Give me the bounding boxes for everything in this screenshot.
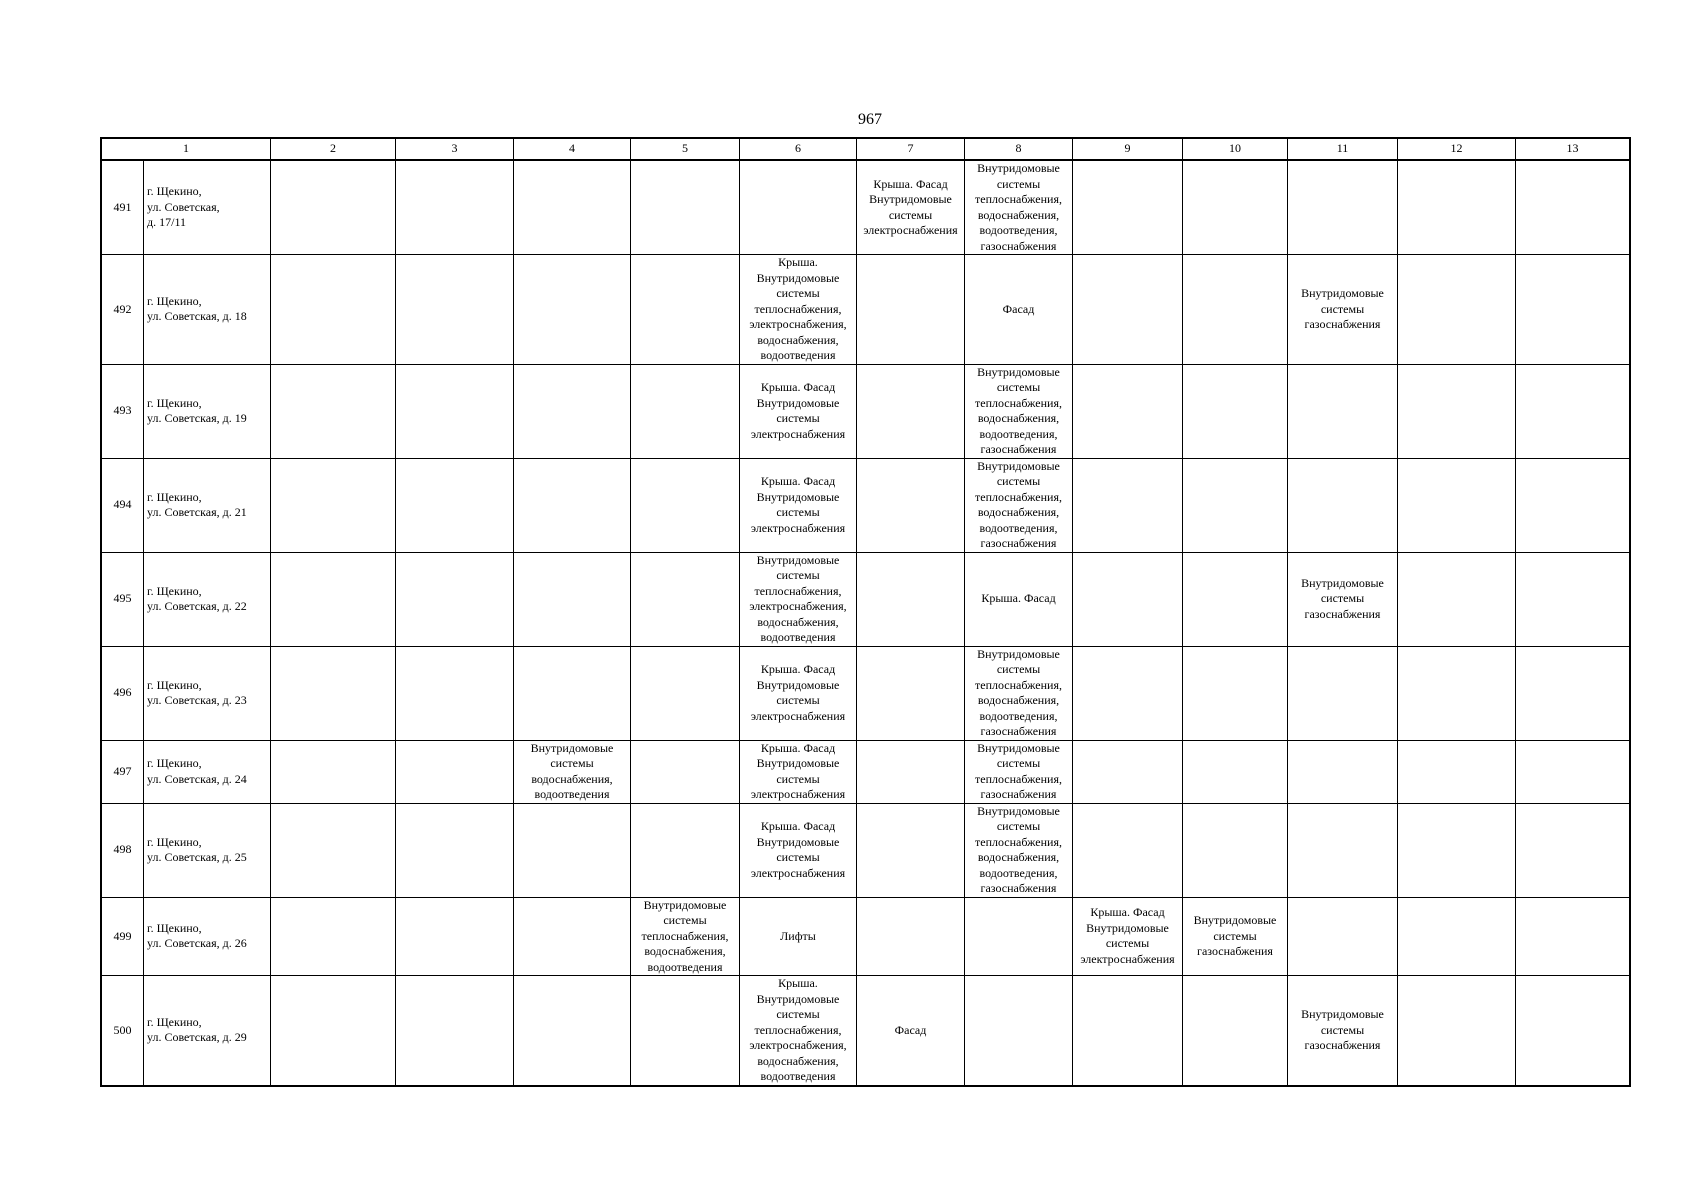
work-text: Внутридомовые системы теплоснабжения, газоснабжения [975, 740, 1062, 801]
work-cell-3 [396, 803, 514, 897]
work-cell-2 [271, 364, 396, 458]
work-cell-9 [1073, 552, 1183, 646]
address-text: г. Щекино, ул. Советская, д. 17/11 [147, 184, 220, 230]
work-text: Крыша. Фасад Внутридомовые системы электроснабжения [750, 740, 846, 801]
column-header-5: 5 [631, 139, 740, 161]
work-cell-13 [1516, 458, 1630, 552]
work-cell-4 [514, 552, 631, 646]
work-cell-9 [1073, 160, 1183, 255]
work-cell-13 [1516, 160, 1630, 255]
work-cell-12 [1398, 255, 1516, 365]
work-cell-5 [631, 803, 740, 897]
work-cell-11 [1288, 458, 1398, 552]
address-cell [144, 897, 271, 976]
work-cell-2 [271, 803, 396, 897]
work-cell-10 [1183, 458, 1288, 552]
work-cell-6 [740, 255, 857, 365]
work-cell-13 [1516, 646, 1630, 740]
table-row [102, 646, 1630, 740]
work-cell-2 [271, 160, 396, 255]
work-cell-10 [1183, 976, 1288, 1086]
work-cell-13 [1516, 803, 1630, 897]
work-text: Крыша. Фасад Внутридомовые системы электроснабжения [863, 176, 958, 237]
work-cell-13 [1516, 897, 1630, 976]
work-cell-2 [271, 255, 396, 365]
row-number: 498 [102, 803, 144, 897]
work-cell-2 [271, 458, 396, 552]
work-cell-6 [740, 364, 857, 458]
work-cell-7 [857, 740, 965, 803]
work-cell-4 [514, 740, 631, 803]
work-text: Крыша. Фасад Внутридомовые системы электроснабжения [750, 380, 846, 441]
work-cell-6 [740, 646, 857, 740]
work-text: Внутридомовые системы водоснабжения, водоотведения [530, 740, 614, 801]
work-cell-11 [1288, 552, 1398, 646]
address-cell [144, 364, 271, 458]
work-cell-10 [1183, 740, 1288, 803]
register-table [101, 138, 1630, 1086]
column-header-12: 12 [1398, 139, 1516, 161]
row-number: 496 [102, 646, 144, 740]
work-cell-4 [514, 897, 631, 976]
work-cell-8 [965, 646, 1073, 740]
work-cell-7 [857, 160, 965, 255]
work-cell-10 [1183, 364, 1288, 458]
work-cell-8 [965, 976, 1073, 1086]
work-cell-8 [965, 803, 1073, 897]
work-cell-9 [1073, 255, 1183, 365]
work-cell-8 [965, 740, 1073, 803]
work-text: Внутридомовые системы теплоснабжения, электроснабжения, водоснабжения, водоотведения [749, 552, 847, 644]
work-cell-5 [631, 897, 740, 976]
row-number: 494 [102, 458, 144, 552]
work-cell-6 [740, 740, 857, 803]
work-cell-8 [965, 160, 1073, 255]
work-text: Внутридомовые системы газоснабжения [1301, 286, 1384, 331]
work-cell-7 [857, 803, 965, 897]
column-header-10: 10 [1183, 139, 1288, 161]
column-header-4: 4 [514, 139, 631, 161]
work-cell-2 [271, 897, 396, 976]
work-cell-5 [631, 552, 740, 646]
work-cell-13 [1516, 976, 1630, 1086]
work-cell-9 [1073, 976, 1183, 1086]
work-cell-5 [631, 160, 740, 255]
address-cell [144, 255, 271, 365]
work-cell-7 [857, 364, 965, 458]
work-cell-12 [1398, 976, 1516, 1086]
address-cell [144, 552, 271, 646]
work-cell-10 [1183, 803, 1288, 897]
work-cell-13 [1516, 740, 1630, 803]
work-cell-6 [740, 803, 857, 897]
row-number: 492 [102, 255, 144, 365]
work-cell-3 [396, 646, 514, 740]
address-cell [144, 976, 271, 1086]
row-number: 497 [102, 740, 144, 803]
work-cell-9 [1073, 740, 1183, 803]
work-cell-2 [271, 552, 396, 646]
work-cell-3 [396, 364, 514, 458]
work-cell-8 [965, 458, 1073, 552]
work-text: Крыша. Фасад Внутридомовые системы электроснабжения [750, 474, 846, 535]
work-cell-9 [1073, 803, 1183, 897]
work-text: Внутридомовые системы теплоснабжения, водоснабжения, водоотведения, газоснабжения [975, 364, 1062, 456]
address-text: г. Щекино, ул. Советская, д. 22 [147, 583, 247, 613]
work-cell-12 [1398, 740, 1516, 803]
work-cell-12 [1398, 160, 1516, 255]
work-cell-12 [1398, 364, 1516, 458]
work-cell-5 [631, 364, 740, 458]
table-row [102, 552, 1630, 646]
work-cell-11 [1288, 740, 1398, 803]
work-cell-11 [1288, 897, 1398, 976]
work-cell-12 [1398, 458, 1516, 552]
work-cell-10 [1183, 160, 1288, 255]
work-text: Крыша. Фасад Внутридомовые системы электроснабжения [1080, 905, 1175, 966]
work-cell-10 [1183, 552, 1288, 646]
work-cell-11 [1288, 646, 1398, 740]
table-header [102, 139, 1630, 161]
work-cell-12 [1398, 803, 1516, 897]
work-cell-7 [857, 646, 965, 740]
work-text: Лифты [780, 928, 816, 943]
column-header-6: 6 [740, 139, 857, 161]
work-text: Внутридомовые системы теплоснабжения, водоснабжения, водоотведения, газоснабжения [975, 803, 1062, 895]
work-cell-4 [514, 803, 631, 897]
work-text: Фасад [1002, 301, 1035, 316]
work-cell-7 [857, 897, 965, 976]
column-header-2: 2 [271, 139, 396, 161]
work-cell-3 [396, 740, 514, 803]
work-cell-2 [271, 740, 396, 803]
work-text: Крыша. Фасад Внутридомовые системы электроснабжения [750, 819, 846, 880]
work-text: Внутридомовые системы теплоснабжения, водоснабжения, водоотведения [641, 897, 729, 974]
work-text: Крыша. Фасад Внутридомовые системы электроснабжения [750, 662, 846, 723]
work-cell-4 [514, 458, 631, 552]
work-text: Крыша. Фасад [981, 591, 1056, 606]
work-cell-9 [1073, 897, 1183, 976]
work-cell-7 [857, 255, 965, 365]
work-cell-5 [631, 646, 740, 740]
work-cell-9 [1073, 646, 1183, 740]
work-text: Крыша. Внутридомовые системы теплоснабжения, электроснабжения, водоснабжения, водоотведения [749, 976, 847, 1083]
work-cell-8 [965, 364, 1073, 458]
work-cell-3 [396, 160, 514, 255]
work-cell-9 [1073, 458, 1183, 552]
column-header-13: 13 [1516, 139, 1630, 161]
work-cell-11 [1288, 255, 1398, 365]
header-row [102, 139, 1630, 161]
work-cell-8 [965, 552, 1073, 646]
work-cell-3 [396, 255, 514, 365]
work-cell-10 [1183, 255, 1288, 365]
work-cell-10 [1183, 897, 1288, 976]
address-cell [144, 458, 271, 552]
table-row [102, 458, 1630, 552]
work-cell-8 [965, 255, 1073, 365]
work-cell-13 [1516, 364, 1630, 458]
table-body [102, 160, 1630, 1085]
work-cell-6 [740, 160, 857, 255]
work-cell-11 [1288, 803, 1398, 897]
work-cell-13 [1516, 552, 1630, 646]
row-number: 500 [102, 976, 144, 1086]
work-cell-2 [271, 976, 396, 1086]
address-cell [144, 160, 271, 255]
work-cell-12 [1398, 897, 1516, 976]
work-cell-13 [1516, 255, 1630, 365]
table-row [102, 740, 1630, 803]
work-cell-4 [514, 646, 631, 740]
work-text: Внутридомовые системы газоснабжения [1301, 1007, 1384, 1052]
address-text: г. Щекино, ул. Советская, д. 26 [147, 920, 247, 951]
address-cell [144, 740, 271, 803]
work-cell-12 [1398, 646, 1516, 740]
work-cell-7 [857, 976, 965, 1086]
work-text: Внутридомовые системы теплоснабжения, водоснабжения, водоотведения, газоснабжения [975, 161, 1062, 253]
table-row [102, 897, 1630, 976]
address-cell [144, 803, 271, 897]
work-cell-5 [631, 740, 740, 803]
work-cell-4 [514, 160, 631, 255]
work-cell-6 [740, 897, 857, 976]
work-cell-7 [857, 458, 965, 552]
work-text: Внутридомовые системы теплоснабжения, водоснабжения, водоотведения, газоснабжения [975, 646, 1062, 738]
work-cell-3 [396, 458, 514, 552]
row-number: 495 [102, 552, 144, 646]
address-text: г. Щекино, ул. Советская, д. 24 [147, 756, 247, 786]
work-text: Крыша. Внутридомовые системы теплоснабжения, электроснабжения, водоснабжения, водоотведения [749, 255, 847, 362]
work-text: Фасад [894, 1022, 927, 1037]
table-row [102, 364, 1630, 458]
work-cell-7 [857, 552, 965, 646]
work-cell-8 [965, 897, 1073, 976]
address-text: г. Щекино, ул. Советская, д. 21 [147, 489, 247, 519]
work-cell-4 [514, 255, 631, 365]
address-text: г. Щекино, ул. Советская, д. 18 [147, 293, 247, 324]
row-number: 491 [102, 160, 144, 255]
work-text: Внутридомовые системы газоснабжения [1193, 913, 1277, 958]
work-cell-6 [740, 458, 857, 552]
work-cell-6 [740, 976, 857, 1086]
table-row [102, 160, 1630, 255]
work-cell-11 [1288, 160, 1398, 255]
work-cell-11 [1288, 976, 1398, 1086]
work-cell-11 [1288, 364, 1398, 458]
column-header-7: 7 [857, 139, 965, 161]
column-header-8: 8 [965, 139, 1073, 161]
work-cell-3 [396, 552, 514, 646]
address-text: г. Щекино, ул. Советская, д. 25 [147, 834, 247, 864]
column-header-9: 9 [1073, 139, 1183, 161]
work-cell-5 [631, 458, 740, 552]
work-text: Внутридомовые системы газоснабжения [1301, 575, 1384, 621]
work-cell-5 [631, 255, 740, 365]
work-cell-3 [396, 976, 514, 1086]
table-row [102, 976, 1630, 1086]
address-cell [144, 646, 271, 740]
row-number: 499 [102, 897, 144, 976]
column-header-1: 1 [102, 139, 271, 161]
work-cell-2 [271, 646, 396, 740]
column-header-3: 3 [396, 139, 514, 161]
work-cell-12 [1398, 552, 1516, 646]
page-number: 967 [858, 111, 882, 128]
work-cell-5 [631, 976, 740, 1086]
work-cell-3 [396, 897, 514, 976]
work-cell-4 [514, 364, 631, 458]
address-text: г. Щекино, ул. Советская, д. 19 [147, 395, 247, 425]
work-cell-10 [1183, 646, 1288, 740]
table-row [102, 803, 1630, 897]
table-row [102, 255, 1630, 365]
work-cell-6 [740, 552, 857, 646]
work-cell-4 [514, 976, 631, 1086]
address-text: г. Щекино, ул. Советская, д. 23 [147, 677, 247, 707]
work-cell-9 [1073, 364, 1183, 458]
column-header-11: 11 [1288, 139, 1398, 161]
address-text: г. Щекино, ул. Советская, д. 29 [147, 1014, 247, 1045]
work-text: Внутридомовые системы теплоснабжения, водоснабжения, водоотведения, газоснабжения [975, 458, 1062, 550]
row-number: 493 [102, 364, 144, 458]
